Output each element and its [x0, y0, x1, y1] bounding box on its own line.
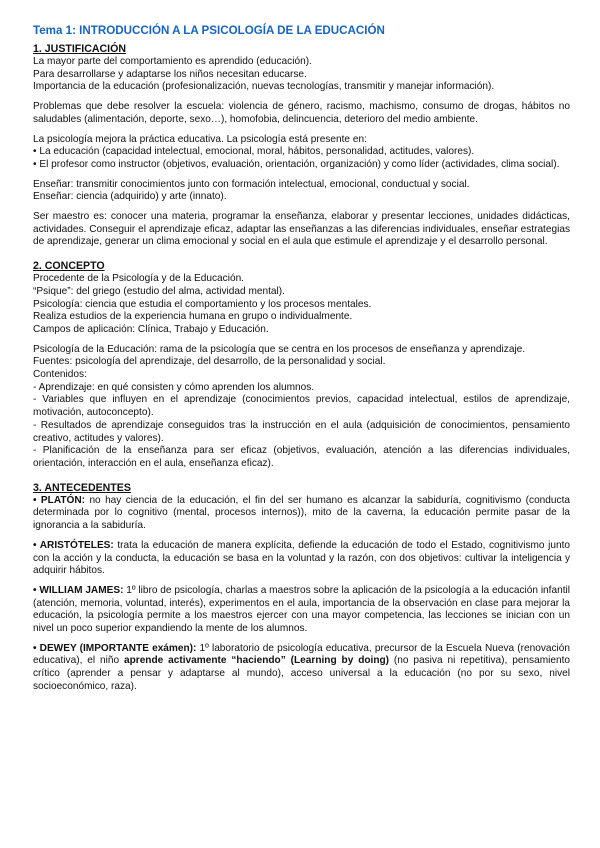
paragraph-dewey	[33, 643, 570, 694]
author-emphasis: aprende activamente “haciendo” (Learning by doing)	[123, 655, 390, 667]
section-heading-justificacion: 1. JUSTIFICACIÓN	[33, 43, 127, 55]
paragraph: “Psique”: del griego (estudio del alma, actividad mental).	[33, 285, 285, 297]
paragraph: Fuentes: psicología del aprendizaje, del desarrollo, de la personalidad y social.	[33, 356, 386, 368]
page-title: Tema 1: INTRODUCCIÓN A LA PSICOLOGÍA DE LA EDUCACIÓN	[33, 24, 385, 37]
author-name: • PLATÓN:	[33, 494, 86, 506]
paragraph: La mayor parte del comportamiento es aprendido (educación).	[33, 56, 312, 67]
paragraph: Contenidos:	[33, 369, 87, 381]
section-heading-antecedentes: 3. ANTECEDENTES	[33, 481, 131, 494]
paragraph-problems: Problemas que debe resolver la escuela: violencia de género, racismo, machismo, consumo de drogas, hábitos no saludables (alimentación, deporte, sexo…), homofobia, delincuencia, deterioro del medio ambiente.	[33, 101, 570, 125]
paragraph: Campos de aplicación: Clínica, Trabajo y Educación.	[33, 323, 269, 335]
paragraph: Realiza estudios de la experiencia humana en grupo o individualmente.	[33, 311, 353, 323]
author-text: trata la educación de manera explícita, defiende la educación de todo el Estado, cognitivismo junto con la acción y la conducta, la educación se basa en la voluntad y la razón, con dos objetivos: cultivar la inteligencia y adquirir hábitos.	[33, 539, 570, 577]
list-item: - Aprendizaje: en qué consisten y cómo aprenden los alumnos.	[33, 381, 315, 393]
bullet-item: • La educación (capacidad intelectual, emocional, moral, hábitos, personalidad, actitudes, valores).	[33, 146, 475, 158]
paragraph: Importancia de la educación (profesionalización, nuevas tecnologías, transmitir y manejar información).	[33, 81, 495, 93]
list-item: - Variables que influyen en el aprendizaje (conocimientos previos, capacidad intelectual, estilos de aprendizaje, motivación, autoconcepto).	[33, 394, 570, 419]
section-heading-concepto: 2. CONCEPTO	[33, 260, 105, 273]
paragraph: Psicología de la Educación: rama de la psicología que se centra en los procesos de enseñanza y aprendizaje.	[33, 343, 526, 355]
author-text: no hay ciencia de la educación, el fin del ser humano es alcanzar la sabiduría, cognitivismo (conducta determinada por lo cognitivo (mental, procesos internos)), mito de la caverna, la educación permite pasar de la ignorancia a la sabiduría.	[33, 494, 570, 532]
author-name: • WILLIAM JAMES:	[33, 584, 124, 596]
paragraph: La psicología mejora la práctica educativa. La psicología está presente en:	[33, 133, 367, 145]
paragraph-aristoteles	[33, 540, 570, 578]
paragraph: Enseñar: transmitir conocimientos junto con formación intelectual, emocional, conductual y social.	[33, 178, 470, 190]
author-name: • ARISTÓTELES:	[33, 539, 114, 551]
paragraph: Para desarrollarse y adaptarse los niños necesitan educarse.	[33, 68, 307, 80]
paragraph: Psicología: ciencia que estudia el comportamiento y los procesos mentales.	[33, 298, 372, 310]
list-item: - Resultados de aprendizaje conseguidos tras la instrucción en el aula (adquisición de conocimientos, pensamiento creativo, actitudes y valores).	[33, 419, 570, 444]
paragraph-platon	[33, 495, 570, 533]
author-text: (no pasiva ni repetitiva), pensamiento crítico (aprender a pensar y adaptarse al mundo), acceso universal a la educación (no por su sexo, nivel socioeconómico, raza).	[33, 655, 570, 692]
paragraph-teacher: Ser maestro es: conocer una materia, programar la enseñanza, elaborar y presentar lecciones, unidades didácticas, actividades. Conseguir el aprendizaje eficaz, adaptar las enseñanzas a las diferencias individuales, enseñar estrategias de aprendizaje, generar un clima emocional y social en el aula que estimule el aprendizaje y el desarrollo personal.	[33, 211, 570, 248]
paragraph: Procedente de la Psicología y de la Educación.	[33, 273, 244, 285]
paragraph-james	[33, 585, 570, 636]
bullet-item: • El profesor como instructor (objetivos, evaluación, orientación, organización) y como líder (actividades, clima social).	[33, 158, 560, 170]
author-text: 1º libro de psicología, charlas a maestros sobre la aplicación de la psicología a la educación infantil (atención, memoria, voluntad, interés), experimentos en el aula, importancia de la observación en clase para mejorar la educación, la psicología permite a los maestros ejercer con una mayor competencia, las lecciones se inician con un nivel un poco superior expandiendo la mente de los alumnos.	[33, 584, 570, 635]
author-text: 1º laboratorio de psicología educativa, precursor de la Escuela Nueva (renovación educativa), el niño	[33, 642, 571, 667]
list-item: - Planificación de la enseñanza para ser eficaz (objetivos, evaluación, atención a las diferencias individuales, orientación, interacción en el aula, enseñanza eficaz).	[33, 445, 570, 469]
author-name: • DEWEY (IMPORTANTE exámen):	[33, 642, 197, 654]
paragraph: Enseñar: ciencia (adquirido) y arte (innato).	[33, 191, 227, 203]
